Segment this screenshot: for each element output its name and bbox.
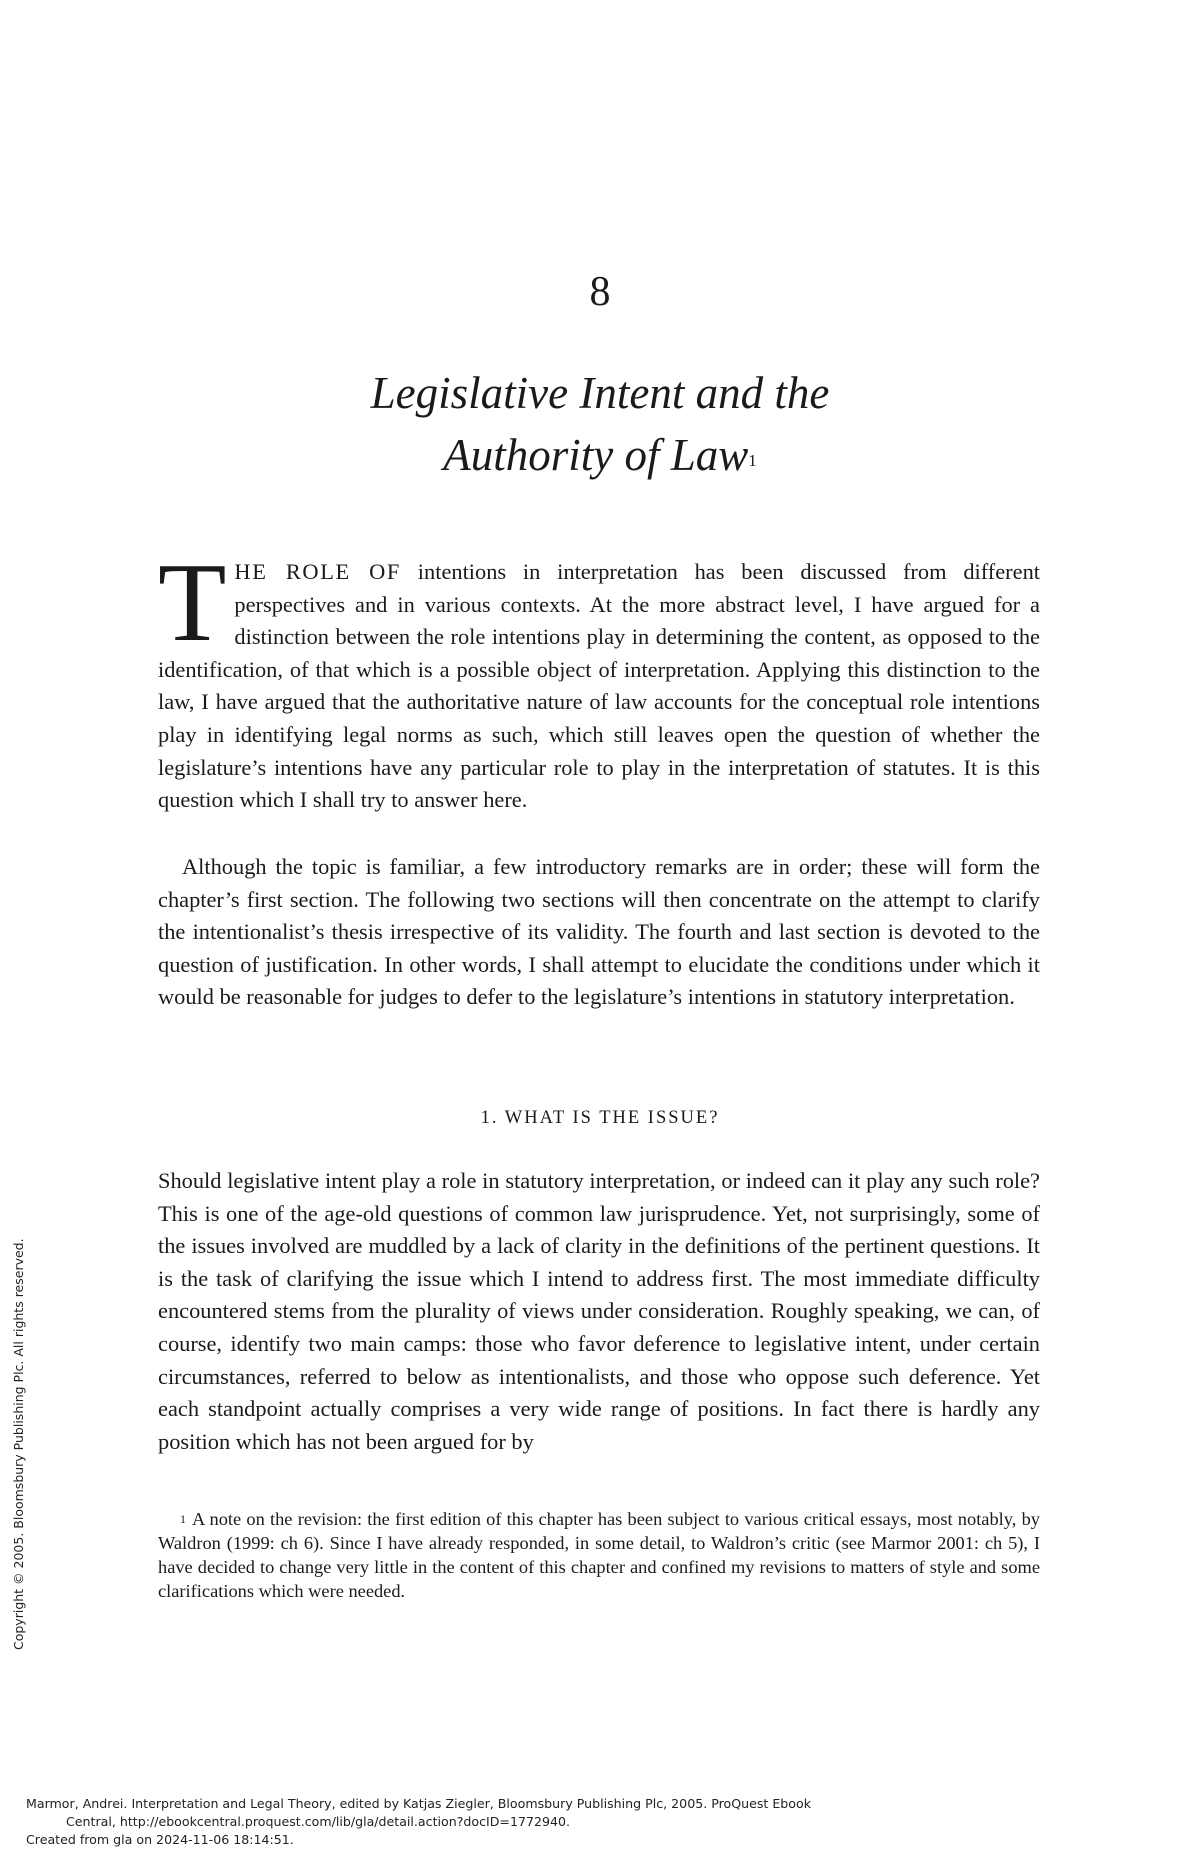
- paragraph-intro-text: intentions in interpretation has been discussed from different perspectives and in various contexts. At the more abstract level, I have argued for a distinction between the role intentions play in determining the content, as opposed to the identification, of that which is a possible object of interpretation. Applying this distinction to the law, I have argued that the authoritative nature of law accounts for the conceptual role intentions play in identifying legal norms as such, which still leaves open the question of whether the legislature’s intentions have any particular role to play in the interpretation of statutes. It is this question which I shall try to answer here.: [158, 559, 1040, 813]
- citation-line3: Created from gla on 2024-11-06 18:14:51.: [26, 1832, 294, 1847]
- chapter-title-line2: [0, 424, 1200, 486]
- footnote-mark: 1: [180, 1512, 186, 1526]
- footnote-text: A note on the revision: the first edition of this chapter has been subject to various critical essays, most notably, by Waldron (1999: ch 6). Since I have already responded, in some detail, to Waldron’s critic (see Marmor 2001: ch 5), I have decided to change very little in the content of this chapter and confined my revisions to matters of style and some clarifications which were needed.: [158, 1509, 1040, 1601]
- chapter-title-line1: Legislative Intent and the: [370, 368, 830, 418]
- citation-line2: Central, http://ebookcentral.proquest.com/lib/gla/detail.action?docID=1772940.: [66, 1814, 571, 1829]
- paragraph-issue: Should legislative intent play a role in statutory interpretation, or indeed can it play any such role? This is one of the age-old questions of common law jurisprudence. Yet, not surprisingly, some of the issues involved are muddled by a lack of clarity in the definitions of the pertinent questions. It is the task of clarifying the issue which I intend to address first. The most immediate difficulty encountered stems from the plurality of views under consideration. Roughly speaking, we can, of course, identify two main camps: those who favor deference to legislative intent, under certain circumstances, referred to below as intentionalists, and those who oppose such deference. Yet each standpoint actually comprises a very wide range of positions. In fact there is hardly any position which has not been argued for by: [158, 1168, 1040, 1454]
- chapter-title-line2-text: Authority of Law: [443, 430, 749, 480]
- paragraph-outline: Although the topic is familiar, a few introductory remarks are in order; these will form the chapter’s first section. The following two sections will then concentrate on the attempt to clarify the intentionalist’s thesis irrespective of its validity. The fourth and last section is devoted to the question of justification. In other words, I shall attempt to elucidate the conditions under which it would be reasonable for judges to defer to the legislature’s intentions in statutory interpretation.: [158, 854, 1040, 1010]
- chapter-title: [0, 362, 1200, 486]
- citation-footer: [26, 1795, 1026, 1849]
- small-caps-lead: HE ROLE OF: [234, 559, 401, 584]
- drop-cap: T: [158, 541, 227, 665]
- section-heading: 1. WHAT IS THE ISSUE?: [480, 1108, 720, 1128]
- paragraph-intro: [158, 541, 1040, 817]
- footnote: [158, 1507, 1040, 1603]
- footnote-reference: 1: [748, 451, 757, 470]
- citation-line1: Marmor, Andrei. Interpretation and Legal Theory, edited by Katjas Ziegler, Bloomsbury Publishing Plc, 2005. ProQuest Ebook: [26, 1796, 812, 1811]
- chapter-number: 8: [589, 269, 611, 315]
- copyright-notice: Copyright © 2005. Bloomsbury Publishing Plc. All rights reserved.: [11, 1238, 26, 1650]
